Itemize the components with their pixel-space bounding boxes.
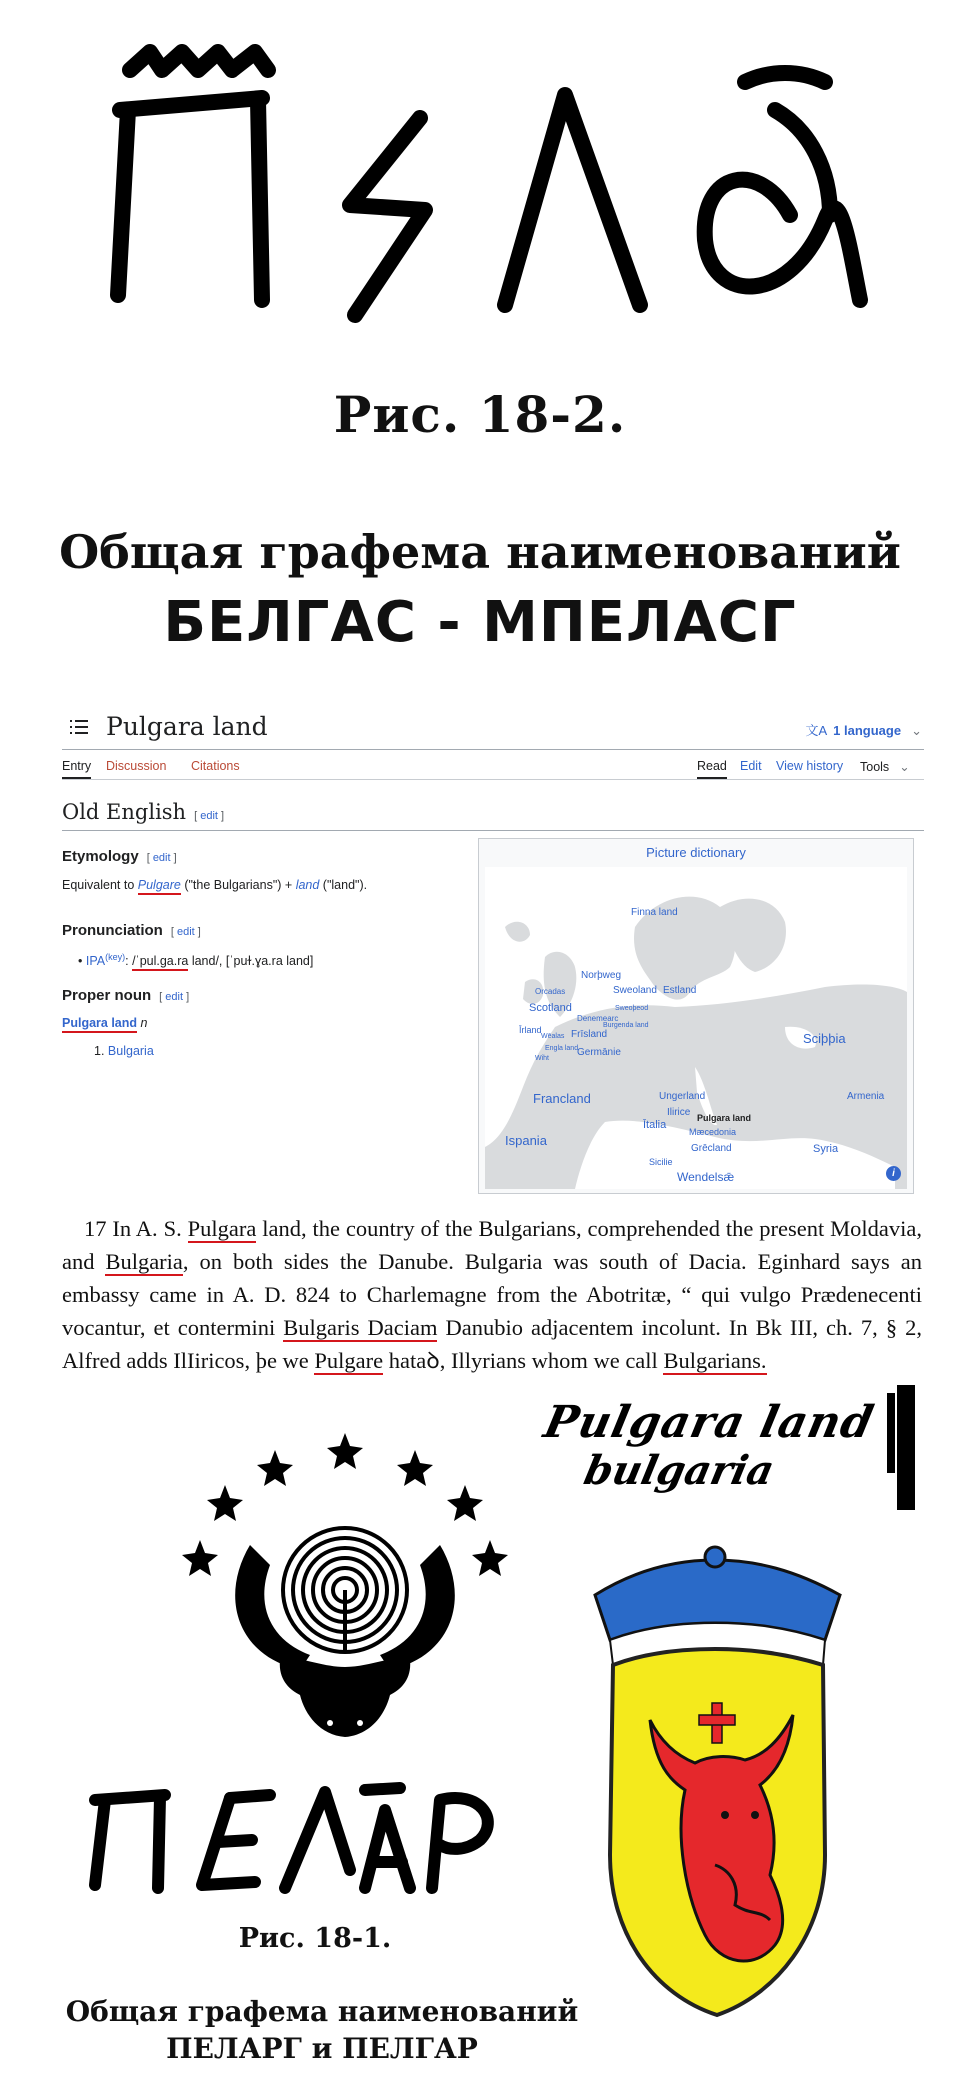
book-underlined-word: Pulgara bbox=[187, 1216, 257, 1241]
star-icon bbox=[257, 1450, 293, 1486]
gender-marker: n bbox=[140, 1016, 148, 1030]
star-icon bbox=[472, 1540, 508, 1576]
labyrinth-icon bbox=[283, 1528, 407, 1653]
language-label: 1 language bbox=[833, 723, 902, 738]
figure-caption-bottom: Рис. 18-1. bbox=[238, 1923, 392, 1954]
bull-labyrinth-emblem bbox=[180, 1405, 510, 1745]
ipa-line bbox=[78, 952, 313, 968]
map-label[interactable]: Īrland bbox=[519, 1025, 542, 1035]
map-label-highlighted: Pulgara land bbox=[697, 1113, 752, 1123]
etymology-prefix: Equivalent to bbox=[62, 878, 138, 892]
edit-section-link[interactable]: [ edit ] bbox=[194, 810, 225, 822]
edit-label: edit bbox=[200, 810, 218, 822]
proper-noun-heading bbox=[62, 987, 189, 1004]
sense-number: 1. bbox=[94, 1044, 105, 1058]
tab-edit[interactable]: Edit bbox=[740, 759, 762, 773]
edit-label: edit bbox=[165, 991, 184, 1003]
coat-of-arms-shield bbox=[555, 1515, 875, 2045]
map-label[interactable]: Germānie bbox=[577, 1047, 621, 1058]
pronunciation-heading bbox=[62, 922, 201, 939]
star-icon bbox=[397, 1450, 433, 1486]
edit-etymology-link[interactable]: [ edit ] bbox=[146, 852, 177, 864]
book-underlined-word: Bulgarians. bbox=[663, 1348, 767, 1373]
pulgare-link[interactable]: Pulgare bbox=[138, 878, 181, 895]
europe-map bbox=[485, 867, 907, 1189]
book-text: land, the country of the Bulgarians, comprehended the present Moldavia, and bbox=[62, 1216, 922, 1274]
map-landmass bbox=[485, 867, 907, 1189]
map-label[interactable]: Burgenda land bbox=[603, 1022, 649, 1029]
map-label[interactable]: Denemearc bbox=[577, 1014, 619, 1023]
star-icon bbox=[447, 1485, 483, 1521]
book-text: Danubio adjacentem incolunt. In Bk III, ch. 7, § 2, Alfred adds IlIiricos, þe we bbox=[62, 1315, 922, 1373]
book-underlined-word: Pulgare bbox=[314, 1348, 384, 1373]
map-label[interactable]: Scotland bbox=[529, 1002, 572, 1014]
figure-heading-line1: Общая графема наименований bbox=[59, 525, 901, 579]
translate-icon: 文A bbox=[805, 723, 828, 738]
map-label[interactable]: Ītalia bbox=[643, 1119, 667, 1131]
glyph-drawing-bottom bbox=[80, 1770, 560, 1900]
map-label[interactable]: Orcadas bbox=[535, 987, 566, 996]
section-title: Old English bbox=[62, 800, 187, 824]
chevron-down-icon: ⌄ bbox=[911, 723, 922, 738]
map-label[interactable]: Wendelsǣ bbox=[677, 1170, 735, 1184]
tab-read[interactable]: Read bbox=[697, 759, 727, 779]
figure-caption: Рис. 18-2. bbox=[333, 385, 627, 444]
map-label[interactable]: Norþweg bbox=[581, 970, 622, 981]
manuscript-line2: bulgaria bbox=[580, 1447, 779, 1494]
book-text: hataꝺ, Illyrians whom we call bbox=[383, 1348, 664, 1373]
book-paragraph bbox=[62, 1212, 922, 1377]
page-title: Pulgara land bbox=[106, 712, 268, 741]
tab-view-history[interactable]: View history bbox=[776, 759, 844, 773]
map-label[interactable]: Sweoþeod bbox=[615, 1005, 649, 1012]
map-label[interactable]: Francland bbox=[533, 1091, 591, 1106]
tools-menu[interactable] bbox=[860, 759, 910, 774]
map-label[interactable]: Sciþþia bbox=[803, 1031, 846, 1046]
map-label[interactable]: Frīsland bbox=[571, 1029, 608, 1040]
ipa-link[interactable]: IPA bbox=[85, 954, 106, 969]
bulgaria-link[interactable]: Bulgaria bbox=[107, 1044, 154, 1058]
edit-pronunciation-link[interactable]: [ edit ] bbox=[170, 926, 201, 938]
map-label[interactable]: Syria bbox=[813, 1143, 839, 1155]
map-label[interactable]: Ilirice bbox=[667, 1107, 691, 1118]
figure-heading-bottom-line2: ПЕЛАРГ и ПЕЛГАР bbox=[166, 2032, 478, 2065]
tab-entry[interactable]: Entry bbox=[62, 759, 91, 779]
etymology-title: Etymology bbox=[62, 848, 139, 865]
land-link[interactable]: land bbox=[295, 878, 320, 892]
proper-noun-title: Proper noun bbox=[62, 987, 152, 1004]
book-text: 17 In A. S. bbox=[84, 1216, 188, 1241]
ipa-key-link[interactable]: (key) bbox=[105, 952, 126, 962]
map-label[interactable]: Finna land bbox=[631, 907, 678, 918]
map-label[interactable]: Wēalas bbox=[541, 1033, 565, 1040]
map-label[interactable]: Engla land bbox=[545, 1045, 579, 1052]
tab-citations[interactable]: Citations bbox=[191, 759, 240, 773]
edit-proper-noun-link[interactable]: [ edit ] bbox=[159, 991, 190, 1003]
star-icon bbox=[327, 1433, 363, 1469]
picture-dictionary bbox=[478, 838, 914, 1194]
map-label[interactable]: Wiht bbox=[535, 1055, 549, 1062]
figure-heading-line2: БЕЛГАС - МПЕЛАСГ bbox=[163, 590, 797, 655]
map-label[interactable]: Estland bbox=[663, 985, 697, 996]
etymology-heading bbox=[62, 848, 177, 865]
map-label[interactable]: Grēcland bbox=[691, 1143, 732, 1154]
map-label[interactable]: Ungerland bbox=[659, 1091, 706, 1102]
map-label[interactable]: Armenia bbox=[847, 1091, 885, 1102]
map-label[interactable]: Mæcedonia bbox=[689, 1127, 737, 1137]
tab-discussion[interactable]: Discussion bbox=[106, 759, 167, 773]
edit-label: edit bbox=[152, 852, 171, 864]
chevron-down-icon: ⌄ bbox=[899, 760, 910, 774]
picture-dictionary-title: Picture dictionary bbox=[646, 845, 746, 860]
tools-label: Tools bbox=[860, 760, 890, 774]
map-label[interactable]: Sweoland bbox=[613, 985, 657, 996]
figure-heading-bottom-line1: Общая графема наименований bbox=[65, 1995, 579, 2028]
book-text: , on both sides the Danube. Bulgaria was south of Dacia. Eginhard says an embassy came in A. D. 824 to Charlemagne from the Abotritæ, “ qui vulgo Prædenecenti vocantur, et contermini bbox=[62, 1249, 922, 1340]
map-label[interactable]: Ispania bbox=[505, 1133, 547, 1148]
edit-label: edit bbox=[176, 926, 195, 938]
etymology-gloss1: ("the Bulgarians") + bbox=[180, 878, 296, 892]
book-underlined-word: Bulgaria bbox=[105, 1249, 183, 1274]
ipa-value-underlined: /ˈpul.ɡa.ra bbox=[132, 954, 188, 971]
ipa-colon: : bbox=[125, 954, 133, 969]
manuscript-line1: Pulgara land bbox=[539, 1397, 879, 1448]
star-icon bbox=[182, 1540, 218, 1576]
book-excerpt bbox=[62, 1212, 922, 1377]
info-icon[interactable]: i bbox=[886, 1166, 901, 1181]
map-label[interactable]: Sicilie bbox=[649, 1157, 673, 1167]
table-of-contents-icon[interactable] bbox=[70, 720, 88, 736]
tabs-row bbox=[62, 752, 924, 780]
section-heading-old-english bbox=[62, 800, 924, 831]
etymology-text bbox=[62, 878, 367, 892]
star-icon bbox=[207, 1485, 243, 1521]
headword-link[interactable]: Pulgara land bbox=[62, 1016, 137, 1033]
list-bullet: • bbox=[78, 954, 83, 969]
pronunciation-title: Pronunciation bbox=[62, 922, 163, 939]
title-row bbox=[62, 710, 924, 750]
manuscript-snippet bbox=[515, 1385, 920, 1510]
glyph-drawing-top bbox=[0, 0, 960, 360]
headword-line bbox=[62, 1016, 147, 1030]
ipa-value: land/, [ˈpuɫ.ɣa.ra land] bbox=[188, 954, 314, 969]
sense-line bbox=[94, 1044, 154, 1058]
language-button[interactable] bbox=[806, 720, 923, 739]
etymology-gloss2: ("land"). bbox=[319, 878, 368, 892]
book-underlined-word: Bulgaris Daciam bbox=[283, 1315, 438, 1340]
